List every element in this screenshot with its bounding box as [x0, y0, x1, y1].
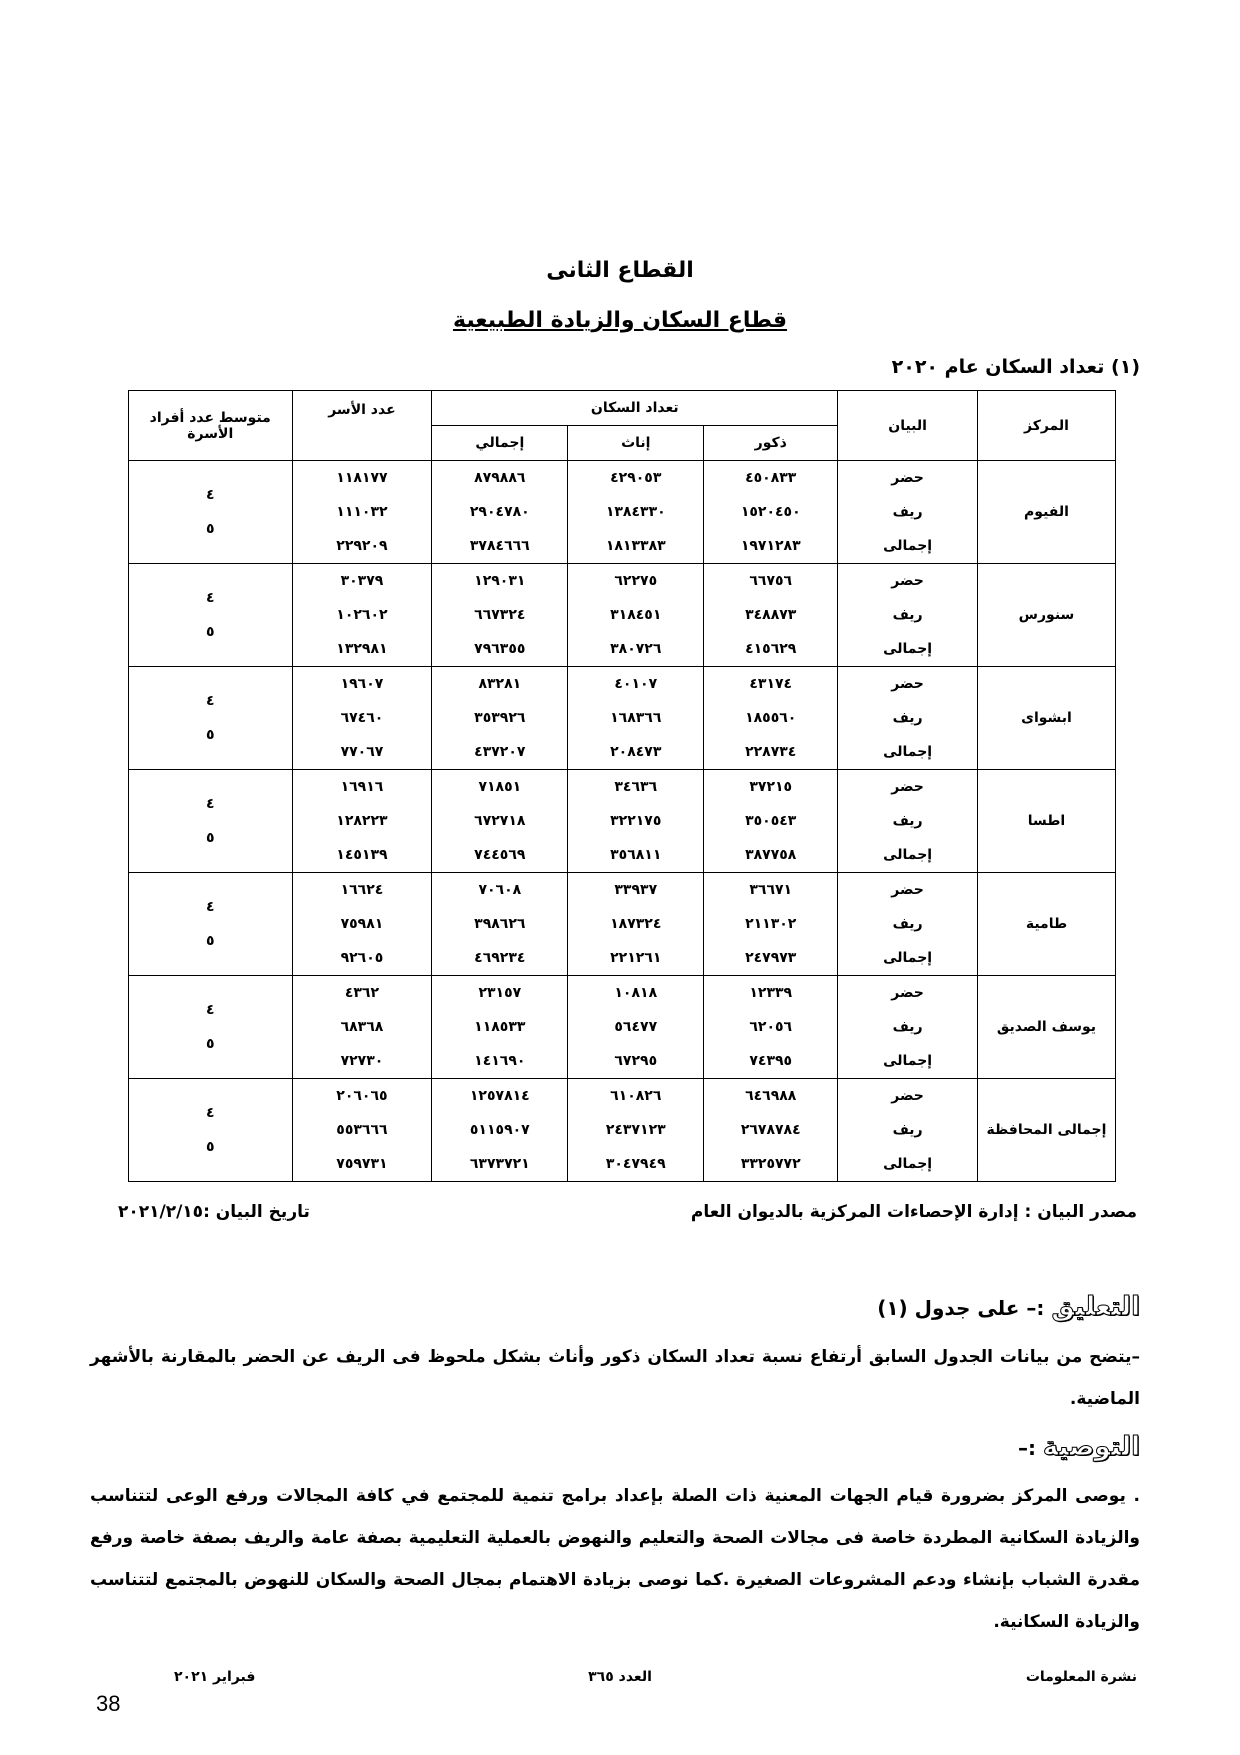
recommendation-paragraph: . يوصى المركز بضرورة قيام الجهات المعنية ذات الصلة بإعداد برامج تنمية للمجتمع في كافة المجالات ورفع الوعى لتتناسب والزيادة السكانية المطردة خاصة فى مجالات الصحة والتعليم والنهوض بالعملية التعليمية بصفة عامة والريف بصفة خاصة ورفع مقدرة الشباب بإنشاء ودعم المشروعات الصغيرة .كما نوصى بزيادة الاهتمام بمجال الصحة والسكان للنهوض بالمجتمع لتتناسب والزيادة السكانية.: [90, 1486, 1140, 1632]
center-name: اطسا: [977, 770, 1115, 873]
statement-labels: [838, 667, 978, 770]
table-cell-value: ٣٠٣٧٩: [340, 573, 384, 589]
row-label: حضر: [891, 676, 924, 692]
table-cell-value: ٧٥٩٨١: [340, 916, 384, 932]
table-cell-value: ١٢٨٢٢٣: [336, 813, 388, 829]
col-males: ذكور: [704, 426, 838, 461]
statement-labels: [838, 1079, 978, 1182]
table-cell-value: ٢٤٣٧١٢٣: [605, 1122, 666, 1138]
table-cell-value: ١١١٠٣٢: [336, 504, 388, 520]
table-cell-value: ٢٠٨٤٧٣: [610, 744, 662, 760]
table-cell-value: ٢٣١٥٧: [478, 985, 522, 1001]
footer-issue: العدد ٣٦٥: [588, 1669, 652, 1685]
avg-values: [129, 461, 293, 564]
table-cell-value: ٣٥٦٨١١: [610, 847, 662, 863]
comment-heading: [877, 1292, 1140, 1322]
table-cell-value: ١٨٧٣٢٤: [610, 916, 662, 932]
families-values: [292, 667, 432, 770]
table-cell-value: ١٤٥١٣٩: [336, 847, 388, 863]
table-cell-value: ٣٥٣٩٢٦: [474, 710, 526, 726]
table-cell-value: ١٤١٦٩٠: [474, 1053, 526, 1069]
total-values: [432, 564, 568, 667]
females-values: [568, 564, 704, 667]
females-values: [568, 667, 704, 770]
comment-suffix: :– على جدول (١): [877, 1296, 1052, 1320]
table-cell-value: ٤٣٧٢٠٧: [474, 744, 526, 760]
data-source: مصدر البيان : إدارة الإحصاءات المركزية بالديوان العام: [690, 1202, 1137, 1222]
table-row: [129, 461, 1116, 564]
table-cell-value: ٣١٨٤٥١: [610, 607, 662, 623]
table-cell-value: ٤٦٩٢٣٤: [474, 950, 526, 966]
table-cell-value: ٢٩٠٤٧٨٠: [469, 504, 530, 520]
males-values: [704, 1079, 838, 1182]
table-cell-value: ٣٦٦٧١: [749, 882, 793, 898]
recommendation-word: التوصية: [1042, 1432, 1140, 1462]
table-cell-value: ٦٤٦٩٨٨: [745, 1088, 797, 1104]
table-cell-value: ٦١٠٨٢٦: [610, 1088, 662, 1104]
recommendation-heading: [1018, 1432, 1140, 1462]
table-cell-value: ١١٨٥٣٣: [474, 1019, 526, 1035]
row-label: حضر: [891, 882, 924, 898]
table-cell-value: ٢٢١٢٦١: [610, 950, 662, 966]
total-values: [432, 976, 568, 1079]
table-cell-value: ٧٩٦٣٥٥: [474, 641, 526, 657]
center-name: ابشواى: [977, 667, 1115, 770]
table-cell-value: ٧٤٣٩٥: [749, 1053, 793, 1069]
table-cell-value: ١٢٣٣٩: [749, 985, 793, 1001]
row-label: حضر: [891, 470, 924, 486]
table-cell-value: ٥٥٣٦٦٦: [336, 1122, 388, 1138]
avg-values: [129, 1079, 293, 1182]
table-cell-value: ٥: [205, 727, 215, 743]
table-cell-value: ٢٢٩٢٠٩: [336, 538, 388, 554]
row-label: إجمالى: [883, 744, 933, 760]
table-cell-value: ١٦٩١٦: [340, 779, 384, 795]
table-cell-value: ٣٨٠٧٢٦: [610, 641, 662, 657]
table-cell-value: ٣٧٢١٥: [749, 779, 793, 795]
table-cell-value: ٧١٨٥١: [478, 779, 522, 795]
table-cell-value: ٦٧٤٦٠: [340, 710, 384, 726]
families-values: [292, 770, 432, 873]
table-cell-value: ٧٤٤٥٦٩: [474, 847, 526, 863]
row-label: إجمالى: [883, 950, 933, 966]
families-values: [292, 461, 432, 564]
table-cell-value: ٣٧٨٤٦٦٦: [469, 538, 530, 554]
table-cell-value: ٣٣٢٥٧٧٢: [740, 1156, 801, 1172]
table-cell-value: ٤٣٦٢: [344, 985, 380, 1001]
table-body: [129, 461, 1116, 1182]
col-females: إناث: [568, 426, 704, 461]
table-cell-value: ٥: [205, 521, 215, 537]
table-cell-value: ١٢٩٠٣١: [474, 573, 526, 589]
row-label: إجمالى: [883, 847, 933, 863]
row-label: ريف: [892, 813, 923, 829]
total-values: [432, 873, 568, 976]
row-label: إجمالى: [883, 1156, 933, 1172]
table-cell-value: ٦٢٢٧٥: [614, 573, 658, 589]
table-cell-value: ٩٢٦٠٥: [340, 950, 384, 966]
table-row: [129, 564, 1116, 667]
table-cell-value: ٣٣٩٣٧: [614, 882, 658, 898]
comment-paragraph: –يتضح من بيانات الجدول السابق أرتفاع نسبة تعداد السكان ذكور وأناث بشكل ملحوظ فى الريف عن الحضر بالمقارنة بالأشهر الماضية.: [90, 1347, 1140, 1409]
col-center: المركز: [977, 391, 1115, 461]
males-values: [704, 667, 838, 770]
males-values: [704, 976, 838, 1079]
table-cell-value: ٥: [205, 830, 215, 846]
table-cell-value: ٥: [205, 624, 215, 640]
table-row: [129, 770, 1116, 873]
table-cell-value: ٥: [205, 1139, 215, 1155]
males-values: [704, 564, 838, 667]
table-cell-value: ٤: [205, 693, 215, 709]
table-cell-value: ٧٠٦٠٨: [478, 882, 522, 898]
col-total: إجمالي: [432, 426, 568, 461]
table-cell-value: ٦٦٧٣٢٤: [474, 607, 526, 623]
row-label: ريف: [892, 607, 923, 623]
table-cell-value: ٤٣١٧٤: [749, 676, 793, 692]
center-name: طامية: [977, 873, 1115, 976]
table-row: [129, 1079, 1116, 1182]
families-values: [292, 1079, 432, 1182]
table-cell-value: ٤: [205, 590, 215, 606]
table-cell-value: ٤: [205, 899, 215, 915]
col-avg: متوسط عدد أفراد الأسرة: [129, 391, 293, 461]
table-cell-value: ٤٠١٠٧: [614, 676, 658, 692]
center-name: إجمالى المحافظة: [977, 1079, 1115, 1182]
table-cell-value: ٤٥٠٨٣٣: [745, 470, 797, 486]
females-values: [568, 461, 704, 564]
statement-labels: [838, 770, 978, 873]
table-cell-value: ٣٤٨٨٧٣: [745, 607, 797, 623]
families-values: [292, 564, 432, 667]
table-cell-value: ٤١٥٦٢٩: [745, 641, 797, 657]
table-cell-value: ١٢٥٧٨١٤: [469, 1088, 530, 1104]
females-values: [568, 1079, 704, 1182]
col-families: عدد الأسر: [292, 391, 432, 461]
table-cell-value: ٥١١٥٩٠٧: [469, 1122, 530, 1138]
statement-labels: [838, 461, 978, 564]
row-label: ريف: [892, 1019, 923, 1035]
table-cell-value: ٧٥٩٧٣١: [336, 1156, 388, 1172]
table-cell-value: ١٦٦٢٤: [340, 882, 384, 898]
table-cell-value: ٦٢٠٥٦: [749, 1019, 793, 1035]
page-number: 38: [96, 1691, 121, 1716]
row-label: حضر: [891, 985, 924, 1001]
table-cell-value: ١٨١٣٣٨٣: [605, 538, 666, 554]
males-values: [704, 461, 838, 564]
avg-values: [129, 667, 293, 770]
table-cell-value: ٦٧٢٧١٨: [474, 813, 526, 829]
table-row: [129, 976, 1116, 1079]
row-label: ريف: [892, 916, 923, 932]
row-label: حضر: [891, 573, 924, 589]
table-cell-value: ٤: [205, 1105, 215, 1121]
table-cell-value: ٤: [205, 796, 215, 812]
table-cell-value: ١٥٢٠٤٥٠: [740, 504, 801, 520]
statement-labels: [838, 873, 978, 976]
table-cell-value: ٣٨٧٧٥٨: [745, 847, 797, 863]
table-cell-value: ٤: [205, 487, 215, 503]
row-label: إجمالى: [883, 641, 933, 657]
table-cell-value: ٣٥٠٥٤٣: [745, 813, 797, 829]
avg-values: [129, 770, 293, 873]
families-values: [292, 873, 432, 976]
table-cell-value: ١٣٢٩٨١: [336, 641, 388, 657]
table-cell-value: ٨٧٩٨٨٦: [474, 470, 526, 486]
table-cell-value: ١٣٨٤٣٣٠: [605, 504, 666, 520]
row-label: إجمالى: [883, 1053, 933, 1069]
table-cell-value: ٢١١٣٠٢: [745, 916, 797, 932]
center-name: الفيوم: [977, 461, 1115, 564]
total-values: [432, 770, 568, 873]
table-cell-value: ١٨٥٥٦٠: [745, 710, 797, 726]
table-cell-value: ٣٩٨٦٢٦: [474, 916, 526, 932]
comment-word: التعليق: [1051, 1292, 1140, 1322]
table-cell-value: ١٠٨١٨: [614, 985, 658, 1001]
females-values: [568, 770, 704, 873]
table-cell-value: ٦٨٣٦٨: [340, 1019, 384, 1035]
table-cell-value: ٥٦٤٧٧: [614, 1019, 658, 1035]
statement-labels: [838, 564, 978, 667]
table-row: [129, 667, 1116, 770]
table-cell-value: ١٩٦٠٧: [340, 676, 384, 692]
avg-values: [129, 873, 293, 976]
table-cell-value: ٧٢٧٣٠: [340, 1053, 384, 1069]
table-cell-value: ١٦٨٣٦٦: [610, 710, 662, 726]
table-cell-value: ٤: [205, 1002, 215, 1018]
table-cell-value: ٣٤٦٣٦: [614, 779, 658, 795]
avg-values: [129, 976, 293, 1079]
table-cell-value: ٣٠٤٧٩٤٩: [605, 1156, 666, 1172]
families-values: [292, 976, 432, 1079]
table-cell-value: ٦٧٢٩٥: [614, 1053, 658, 1069]
table-cell-value: ١٠٢٦٠٢: [336, 607, 388, 623]
col-statement: البيان: [838, 391, 978, 461]
table-cell-value: ١٩٧١٢٨٣: [740, 538, 801, 554]
table-cell-value: ٧٧٠٦٧: [340, 744, 384, 760]
table-cell-value: ٦٣٧٣٧٢١: [469, 1156, 530, 1172]
data-date: تاريخ البيان :٢٠٢١/٢/١٥: [118, 1202, 310, 1222]
table-caption: (١) تعداد السكان عام ٢٠٢٠: [891, 356, 1140, 378]
total-values: [432, 1079, 568, 1182]
total-values: [432, 461, 568, 564]
row-label: ريف: [892, 504, 923, 520]
table-row: [129, 873, 1116, 976]
females-values: [568, 873, 704, 976]
statement-labels: [838, 976, 978, 1079]
row-label: حضر: [891, 1088, 924, 1104]
footer-publication: نشرة المعلومات: [1025, 1669, 1137, 1685]
table-cell-value: ٢٠٦٠٦٥: [336, 1088, 388, 1104]
table-cell-value: ٨٣٢٨١: [478, 676, 522, 692]
avg-values: [129, 564, 293, 667]
table-cell-value: ٢٦٧٨٧٨٤: [740, 1122, 801, 1138]
table-cell-value: ٥: [205, 933, 215, 949]
table-cell-value: ٥: [205, 1036, 215, 1052]
table-cell-value: ٢٤٧٩٧٣: [745, 950, 797, 966]
row-label: حضر: [891, 779, 924, 795]
table-cell-value: ٣٢٢١٧٥: [610, 813, 662, 829]
col-population: تعداد السكان: [432, 391, 838, 426]
males-values: [704, 770, 838, 873]
population-table: [128, 390, 1116, 1182]
total-values: [432, 667, 568, 770]
row-label: ريف: [892, 1122, 923, 1138]
section-subheading: قطاع السكان والزيادة الطبيعية: [452, 308, 788, 333]
section-heading: القطاع الثانى: [546, 258, 694, 283]
row-label: إجمالى: [883, 538, 933, 554]
females-values: [568, 976, 704, 1079]
males-values: [704, 873, 838, 976]
row-label: ريف: [892, 710, 923, 726]
center-name: سنورس: [977, 564, 1115, 667]
footer-date: فبراير ٢٠٢١: [174, 1669, 256, 1685]
center-name: يوسف الصديق: [977, 976, 1115, 1079]
table-cell-value: ٦٦٧٥٦: [749, 573, 793, 589]
table-cell-value: ٢٢٨٧٣٤: [745, 744, 797, 760]
table-cell-value: ٤٢٩٠٥٣: [610, 470, 662, 486]
recommendation-suffix: :–: [1017, 1436, 1043, 1460]
table-cell-value: ١١٨١٧٧: [336, 470, 388, 486]
